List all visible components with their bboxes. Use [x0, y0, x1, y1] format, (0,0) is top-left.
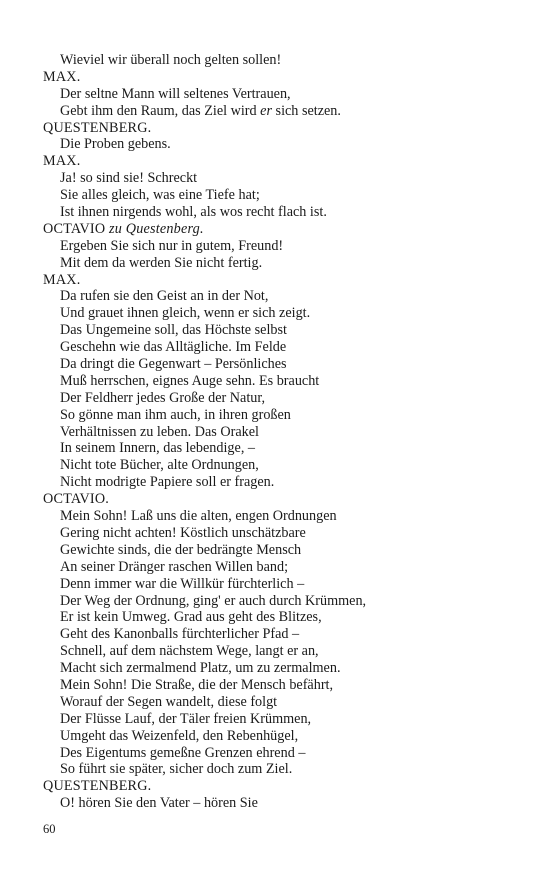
verse-line: Und grauet ihnen gleich, wenn er sich zeigt.	[60, 305, 311, 322]
verse-line: Geht des Kanonballs fürchterlicher Pfad –	[60, 626, 300, 643]
verse-line: Mein Sohn! Die Straße, die der Mensch befährt,	[60, 676, 334, 693]
stage-direction: zu Questenberg.	[109, 220, 204, 237]
verse-line: Das Ungemeine soll, das Höchste selbst	[60, 322, 287, 339]
speaker-name: QUESTENBERG.	[43, 119, 152, 136]
page-number: 60	[43, 822, 56, 836]
verse-line: Der Flüsse Lauf, der Täler freien Krümmen,	[60, 710, 312, 727]
verse-line: Gewichte sinds, die der bedrängte Mensch	[60, 541, 302, 558]
verse-line: Gering nicht achten! Köstlich unschätzbare	[60, 524, 306, 541]
speaker-label: OCTAVIO	[43, 220, 110, 237]
verse-line: Nicht modrigte Papiere soll er fragen.	[60, 474, 275, 491]
verse-line: So gönne man ihm auch, in ihren großen	[60, 406, 291, 423]
verse-line: Mit dem da werden Sie nicht fertig.	[60, 254, 263, 271]
verse-line: In seinem Innern, das lebendige, –	[60, 440, 256, 457]
speaker-name: MAX.	[43, 153, 81, 170]
verse-line: Verhältnissen zu leben. Das Orakel	[60, 423, 259, 440]
verse-line: Der Weg der Ordnung, ging' er auch durch Krümmen,	[60, 592, 367, 609]
verse-line: Des Eigentums gemeßne Grenzen ehrend –	[60, 744, 306, 761]
verse-line: O! hören Sie den Vater – hören Sie	[60, 795, 258, 812]
verse-line: Der Feldherr jedes Große der Natur,	[60, 389, 266, 406]
verse-line: Sie alles gleich, was eine Tiefe hat;	[60, 187, 260, 204]
verse-line: An seiner Dränger raschen Willen band;	[60, 558, 289, 575]
verse-line: Da rufen sie den Geist an in der Not,	[60, 288, 269, 305]
verse-line: Der seltne Mann will seltenes Vertrauen,	[60, 85, 291, 102]
verse-line: Ist ihnen nirgends wohl, als wos recht flach ist.	[60, 204, 327, 221]
verse-line: Umgeht das Weizenfeld, den Rebenhügel,	[60, 727, 299, 744]
verse-line: Da dringt die Gegenwart – Persönliches	[60, 356, 287, 373]
verse-line: Wieviel wir überall noch gelten sollen!	[60, 52, 282, 68]
speaker-name	[43, 221, 523, 238]
speaker-name: MAX.	[43, 68, 81, 85]
verse-line: Mein Sohn! Laß uns die alten, engen Ordnungen	[60, 508, 337, 525]
emphasis-word: er	[260, 102, 272, 119]
verse-segment: Gebt ihm den Raum, das Ziel wird	[60, 102, 261, 119]
text-block	[43, 52, 523, 812]
verse-segment: sich setzen.	[272, 102, 341, 119]
verse-line: Macht sich zermalmend Platz, um zu zermalmen.	[60, 660, 341, 677]
verse-line: Ergeben Sie sich nur in gutem, Freund!	[60, 237, 284, 254]
verse-line: Denn immer war die Willkür fürchterlich –	[60, 575, 305, 592]
verse-line: Er ist kein Umweg. Grad aus geht des Blitzes,	[60, 609, 322, 626]
speaker-name: OCTAVIO.	[43, 491, 110, 508]
verse-line: Geschehn wie das Alltägliche. Im Felde	[60, 339, 287, 356]
verse-line: Ja! so sind sie! Schreckt	[60, 170, 198, 187]
speaker-name: MAX.	[43, 271, 81, 288]
speaker-name: QUESTENBERG.	[43, 778, 152, 795]
verse-line: Die Proben gebens.	[60, 136, 171, 153]
verse-line: Nicht tote Bücher, alte Ordnungen,	[60, 457, 259, 474]
verse-line: Worauf der Segen wandelt, diese folgt	[60, 693, 278, 710]
verse-line: Muß herrschen, eignes Auge sehn. Es braucht	[60, 372, 320, 389]
verse-line	[43, 103, 523, 120]
verse-line: Schnell, auf dem nächstem Wege, langt er an,	[60, 643, 319, 660]
verse-line: So führt sie später, sicher doch zum Ziel.	[60, 761, 293, 778]
